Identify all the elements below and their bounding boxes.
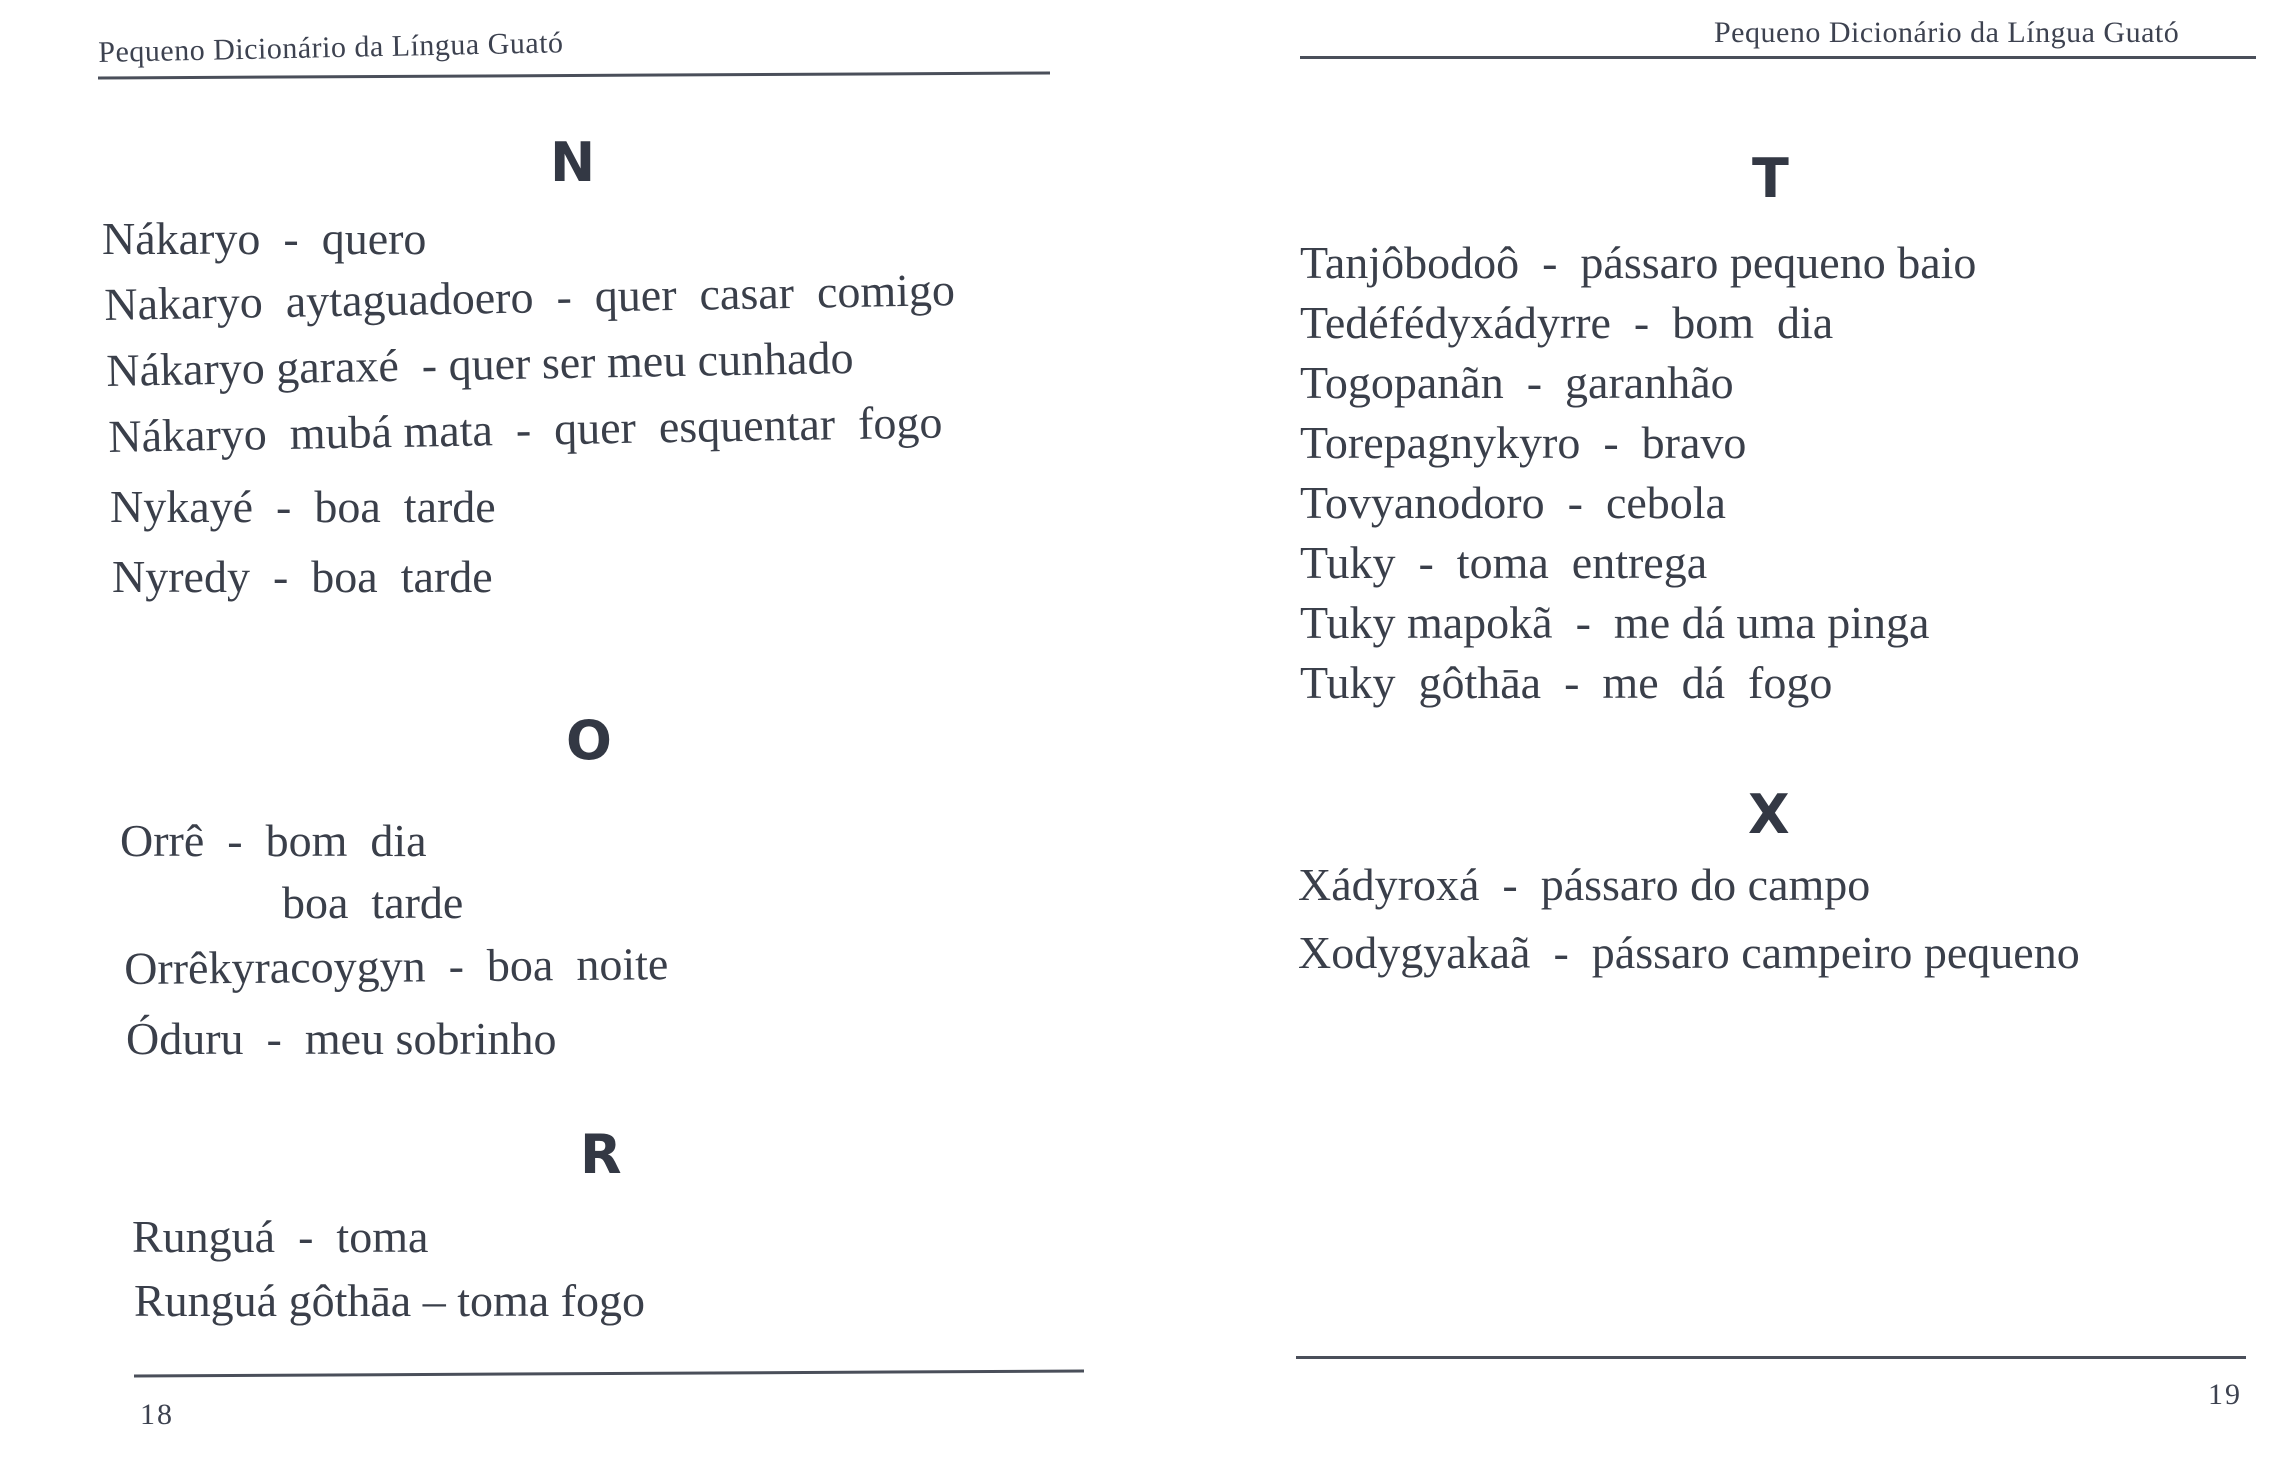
section-letter-o: O	[566, 709, 612, 772]
running-head: Pequeno Dicionário da Língua Guató	[98, 26, 564, 69]
entry-nakaryo-garaxe: Nákaryo garaxé - quer ser meu cunhado	[105, 331, 854, 396]
entry-orrekyracoygyn: Orrêkyracoygyn - boa noite	[123, 938, 669, 994]
section-letter-x: X	[1748, 783, 1790, 846]
entry-nakaryo-muba-mata: Nákaryo mubá mata - quer esquentar fogo	[107, 396, 943, 462]
entry-togopanan: Togopanãn - garanhão	[1300, 357, 1734, 408]
entry-tovyanodoro: Tovyanodoro - cebola	[1300, 477, 1726, 528]
entry-tuky-gothaa: Tuky gôthāa - me dá fogo	[1300, 657, 1833, 708]
entry-xodygyakaa: Xodygyakaã - pássaro campeiro pequeno	[1298, 927, 2080, 978]
entry-nakaryo-aytaguadoero: Nakaryo aytaguadoero - quer casar comigo	[103, 264, 956, 330]
entry-tanjobodoo: Tanjôbodoô - pássaro pequeno baio	[1300, 237, 1977, 288]
section-letter-n: N	[550, 131, 596, 194]
entry-tuky: Tuky - toma entrega	[1300, 537, 1708, 588]
footer-rule	[1296, 1356, 2246, 1359]
page-number: 18	[140, 1398, 174, 1431]
entry-nykaye: Nykayé - boa tarde	[110, 481, 496, 532]
page-number: 19	[2208, 1378, 2242, 1411]
entry-rungua: Runguá - toma	[132, 1211, 429, 1262]
header-rule	[98, 72, 1050, 80]
running-head: Pequeno Dicionário da Língua Guató	[1714, 16, 2180, 49]
entry-rungua-gothaa: Runguá gôthāa – toma fogo	[134, 1275, 646, 1326]
section-letter-r: R	[580, 1123, 622, 1186]
entry-nyredy: Nyredy - boa tarde	[112, 551, 493, 602]
header-rule	[1300, 56, 2256, 59]
right-page	[1136, 0, 2272, 1459]
footer-rule	[134, 1370, 1084, 1378]
entry-orre: Orrê - bom dia	[120, 815, 427, 866]
entry-oduru: Óduru - meu sobrinho	[126, 1013, 557, 1064]
section-letter-t: T	[1752, 147, 1789, 210]
entry-tedefedyxadyrre: Tedéfédyxádyrre - bom dia	[1300, 297, 1834, 348]
entry-torepagnykyro: Torepagnykyro - bravo	[1300, 417, 1747, 468]
entry-tuky-mapoka: Tuky mapokã - me dá uma pinga	[1300, 597, 1930, 648]
entry-orre-boa-tarde: boa tarde	[282, 877, 464, 928]
entry-nakaryo: Nákaryo - quero	[102, 213, 427, 264]
entry-xadyroxa: Xádyroxá - pássaro do campo	[1298, 859, 1871, 910]
